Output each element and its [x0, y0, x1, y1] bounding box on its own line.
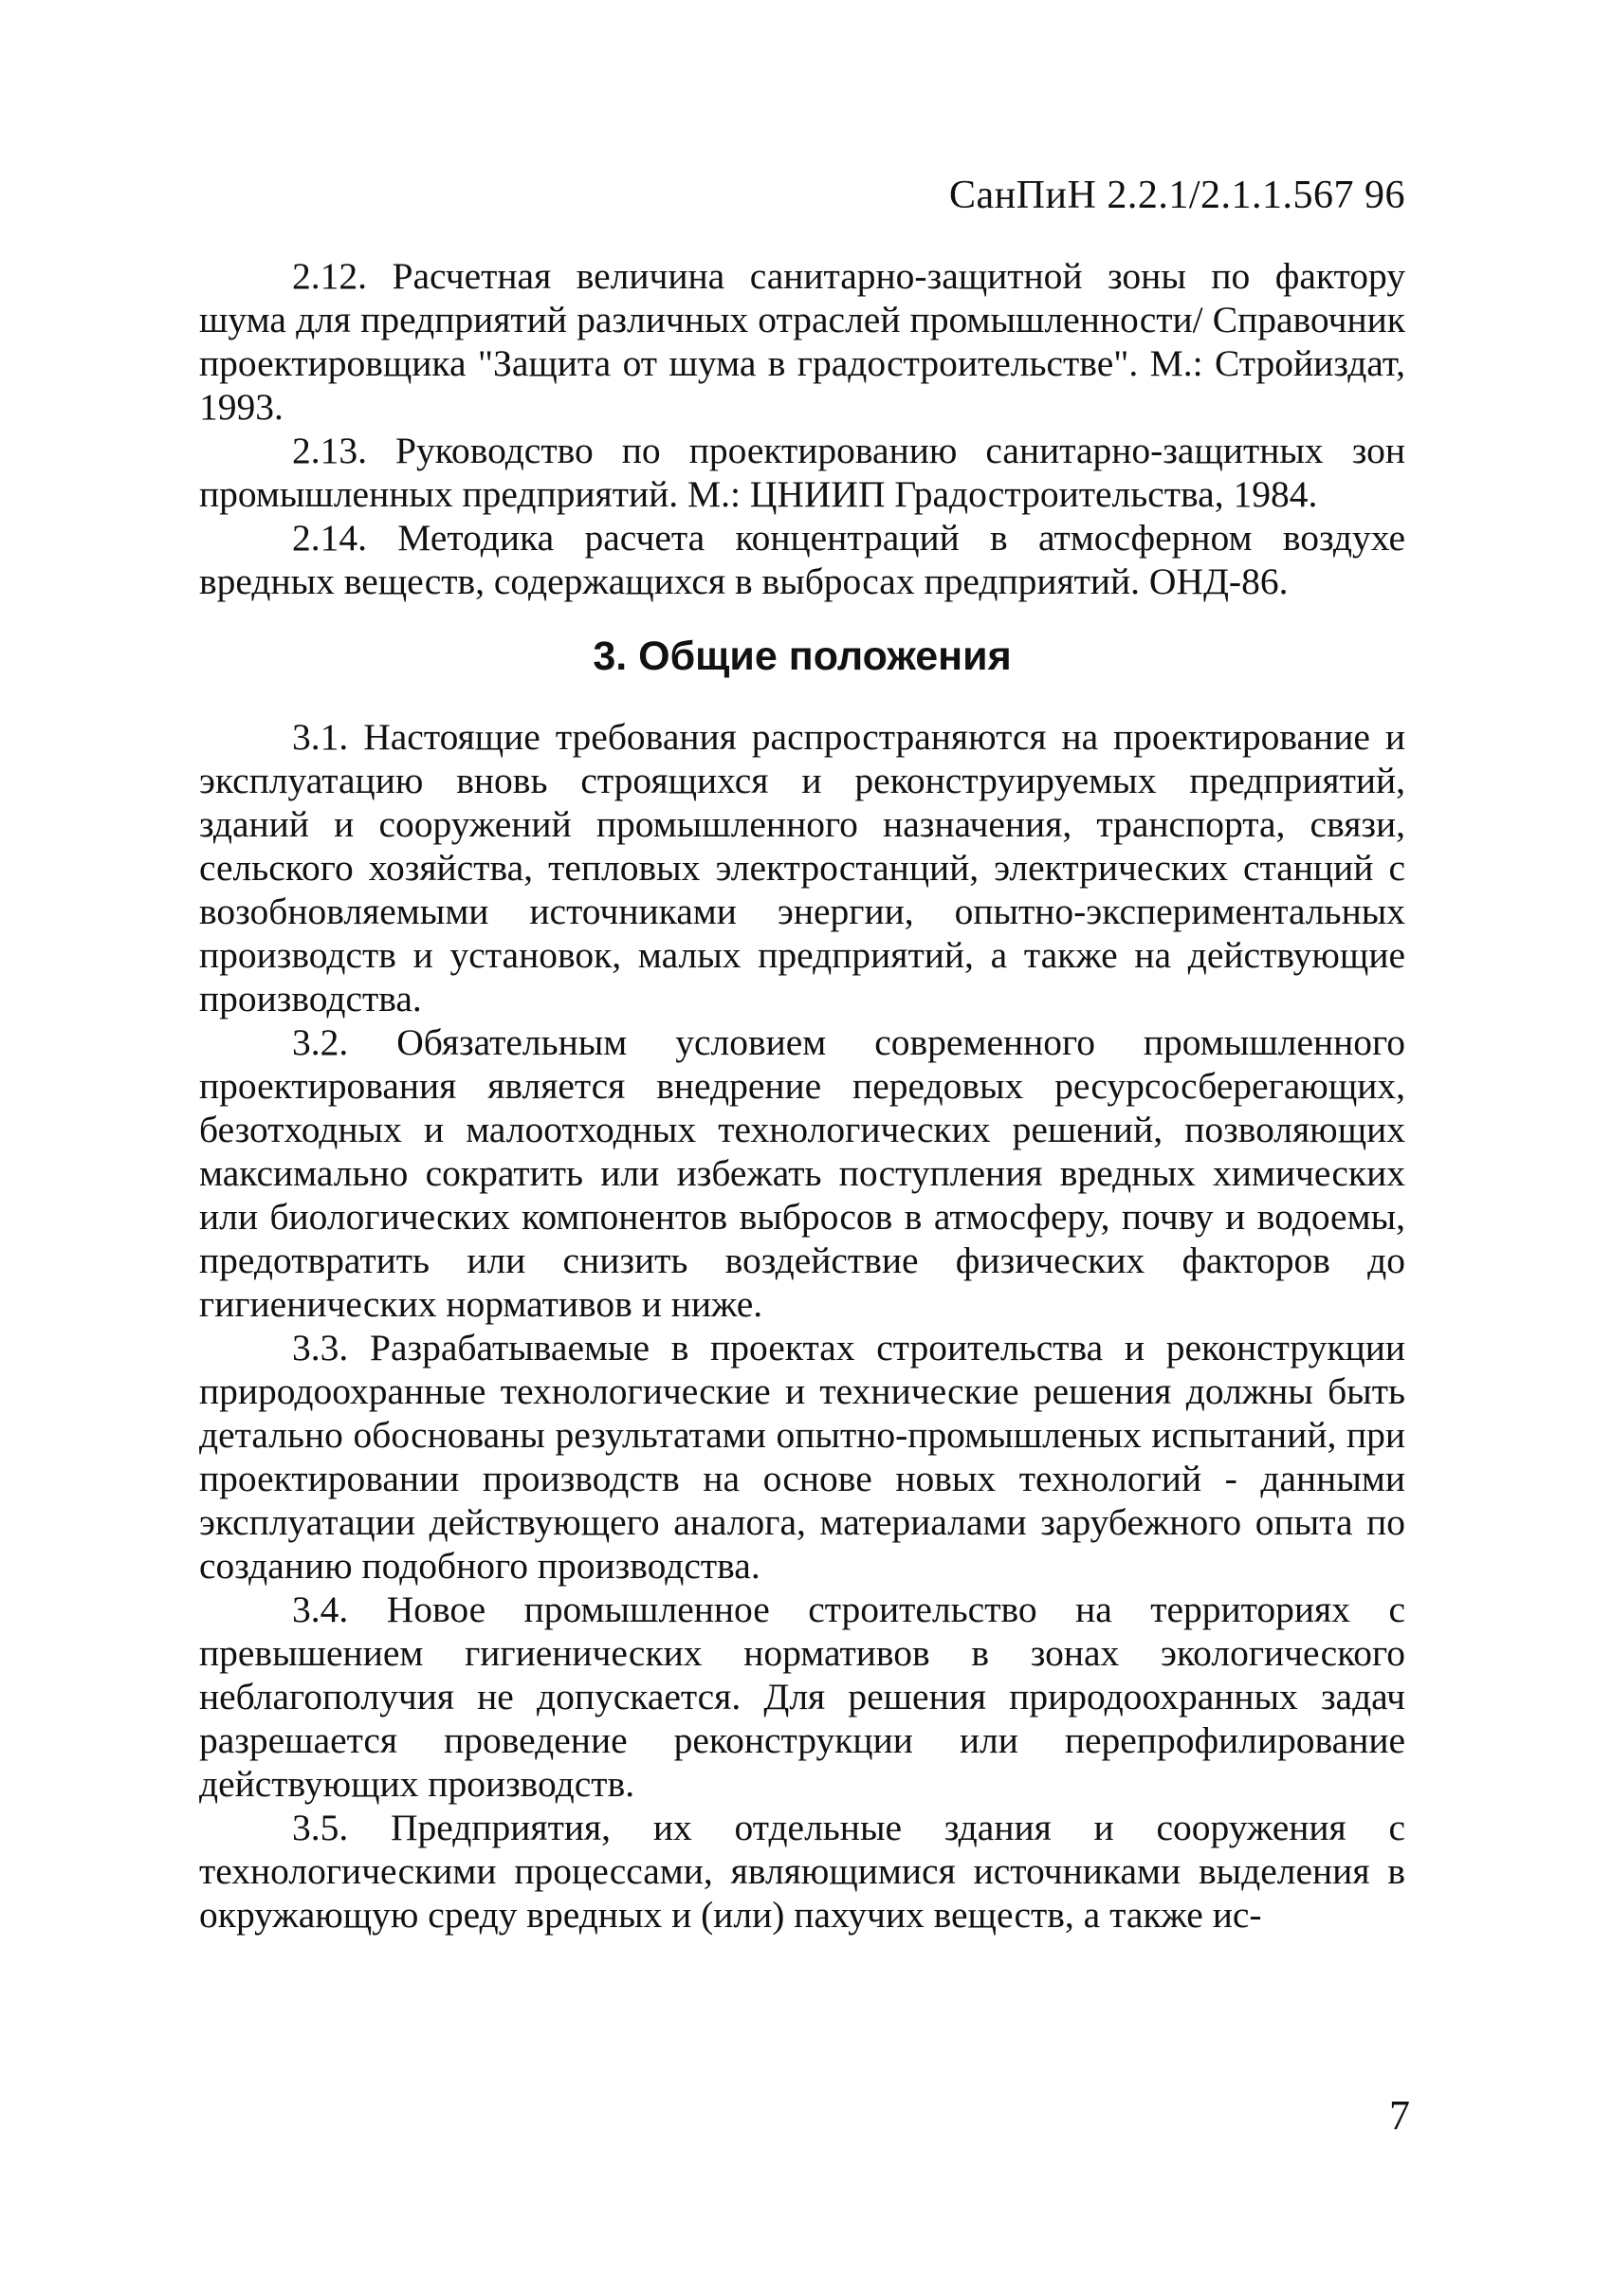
paragraph-3-1: 3.1. Настоящие требования распространяются на проектирование и эксплуатацию вновь строящихся и реконструируемых предприятий, зданий и сооружений промышленного назначения, транспорта, связи, сельского хозяйства, тепловых электростанций, электрических станций с возобновляемыми источниками энергии, опытно-экспериментальных производств и установок, малых предприятий, а также на действующие производства.: [199, 716, 1405, 1019]
section-heading: 3. Общие положения: [593, 634, 1012, 679]
reference-2-12: 2.12. Расчетная величина санитарно-защитной зоны по фактору шума для предприятий различных отраслей промышленности/ Справочник проектировщика "Защита от шума в градостроительстве". М.: Стройиздат, 1993.: [199, 255, 1405, 428]
paragraph-3-3: 3.3. Разрабатываемые в проектах строительства и реконструкции природоохранные технологические и технические решения должны быть детально обоснованы результатами опытно-промышленых испытаний, при проектировании производств на основе новых технологий - данными эксплуатации действующего аналога, материалами зарубежного опыта по созданию подобного производства.: [199, 1327, 1405, 1587]
page-number: 7: [1389, 2092, 1410, 2139]
paragraph-3-5: 3.5. Предприятия, их отдельные здания и сооружения с технологическими процессами, являющимися источниками выделения в окружающую среду вредных и (или) пахучих веществ, а также ис-: [199, 1807, 1405, 1936]
reference-2-13: 2.13. Руководство по проектированию санитарно-защитных зон промышленных предприятий. М.: ЦНИИП Градостроительства, 1984.: [199, 430, 1405, 515]
page-body: [199, 254, 1405, 1937]
running-header: СанПиН 2.2.1/2.1.1.567 96: [949, 174, 1405, 217]
reference-2-14: 2.14. Методика расчета концентраций в атмосферном воздухе вредных веществ, содержащихся в выбросах предприятий. ОНД-86.: [199, 517, 1405, 602]
paragraph-3-2: 3.2. Обязательным условием современного промышленного проектирования является внедрение передовых ресурсосберегающих, безотходных и малоотходных технологических решений, позволяющих максимально сократить или избежать поступления вредных химических или биологических компонентов выбросов в атмосферу, почву и водоемы, предотвратить или снизить воздействие физических факторов до гигиенических нормативов и ниже.: [199, 1021, 1405, 1325]
paragraph-3-4: 3.4. Новое промышленное строительство на территориях с превышением гигиенических нормативов в зонах экологического неблагополучия не допускается. Для решения природоохранных задач разрешается проведение реконструкции или перепрофилирование действующих производств.: [199, 1589, 1405, 1805]
